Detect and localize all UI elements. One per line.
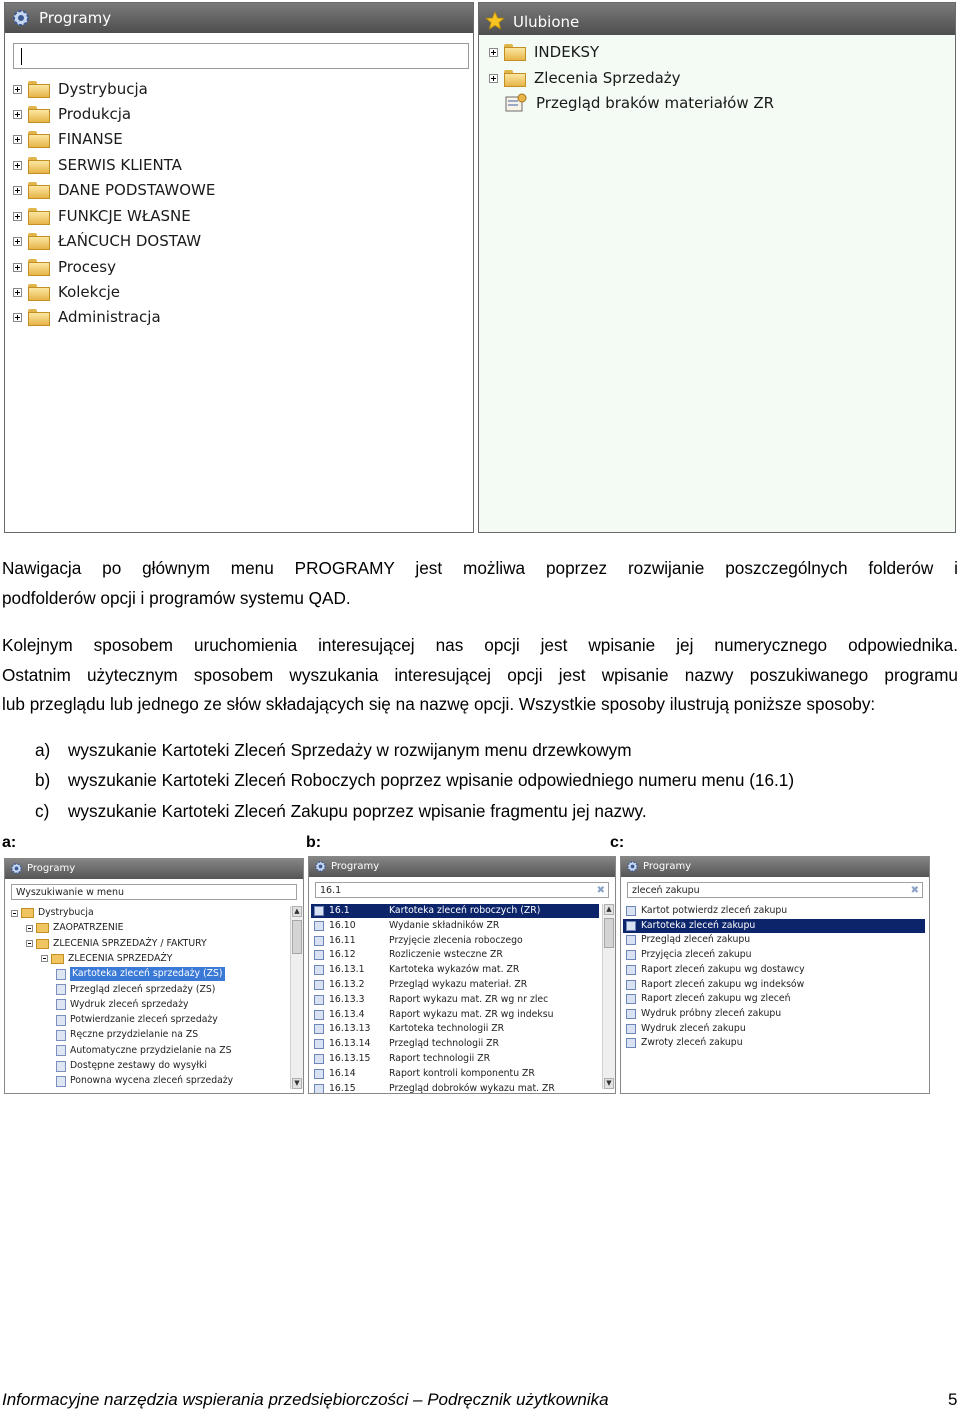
- expand-icon[interactable]: [489, 48, 498, 57]
- folder-icon: [51, 954, 64, 964]
- result-row[interactable]: [311, 1037, 599, 1051]
- result-row[interactable]: [311, 1008, 599, 1022]
- program-icon: [626, 906, 636, 916]
- menu-number: 16.11: [329, 934, 356, 946]
- paragraph-methods-end: [2, 690, 958, 720]
- program-icon: [314, 950, 324, 960]
- folder-icon: [36, 923, 49, 933]
- expand-icon[interactable]: [13, 186, 22, 195]
- program-icon: [314, 1039, 324, 1049]
- program-name: Raport wykazu mat. ZR wg indeksu: [389, 1008, 554, 1020]
- program-icon: [314, 1084, 324, 1094]
- tree-item-label: DANE PODSTAWOWE: [58, 181, 216, 199]
- tree-item-label: Produkcja: [58, 105, 132, 123]
- expand-icon[interactable]: [11, 910, 18, 917]
- program-icon: [56, 1045, 66, 1056]
- tree-row[interactable]: [56, 1028, 198, 1042]
- footer-title: Informacyjne narzędzia wspierania przedsiębiorczości – Podręcznik użytkownika: [2, 1390, 609, 1409]
- tree-item-administracja[interactable]: [13, 306, 161, 328]
- tree-item-lancuch-dostaw[interactable]: [13, 230, 201, 252]
- program-icon: [314, 980, 324, 990]
- screenshot-c-results: [623, 904, 927, 1089]
- program-name: Kartoteka zleceń roboczych (ZR): [389, 905, 541, 916]
- search-value: 16.1: [320, 885, 342, 896]
- paragraph-navigation: [2, 554, 958, 584]
- program-icon: [56, 1076, 66, 1087]
- tree-row-label: ZLECENIA SPRZEDAŻY: [68, 952, 173, 964]
- program-icon: [626, 965, 636, 975]
- result-row[interactable]: [623, 1036, 925, 1050]
- tree-item-label: ŁAŃCUCH DOSTAW: [58, 232, 202, 250]
- program-icon: [314, 965, 324, 975]
- program-name: Przegląd zleceń zakupu: [641, 934, 751, 946]
- folder-icon: [28, 81, 50, 98]
- label-b: b:: [306, 834, 322, 851]
- page-number: 5: [948, 1390, 958, 1409]
- result-row[interactable]: [311, 963, 599, 977]
- result-row[interactable]: [311, 934, 599, 948]
- expand-icon[interactable]: [13, 85, 22, 94]
- favorites-panel: [478, 2, 956, 533]
- label-c: c:: [610, 834, 625, 851]
- favorite-item-label: INDEKSY: [534, 43, 600, 61]
- tree-item-label: Administracja: [58, 308, 161, 326]
- program-icon: [314, 1010, 324, 1020]
- folder-icon: [28, 309, 50, 326]
- screenshot-a-tree: [7, 906, 301, 1089]
- menu-number: 16.1: [329, 905, 350, 916]
- program-name: Raport zleceń zakupu wg dostawcy: [641, 963, 805, 975]
- programs-panel-title: [5, 3, 473, 33]
- program-icon: [56, 1015, 66, 1026]
- scroll-up-arrow[interactable]: ▲: [292, 906, 302, 917]
- tree-item-serwis-klienta[interactable]: [13, 154, 182, 176]
- menu-number: 16.13.13: [329, 1023, 371, 1035]
- clear-icon[interactable]: ✖: [596, 885, 605, 896]
- paragraph-navigation-end: [2, 584, 958, 614]
- program-name: Raport wykazu mat. ZR wg nr zlec: [389, 993, 549, 1005]
- paragraph-line: podfolderów opcji i programów systemu QAD.: [2, 588, 351, 608]
- expand-icon[interactable]: [13, 135, 22, 144]
- program-name: Rozliczenie wsteczne ZR: [389, 949, 503, 961]
- program-name: Przegląd dobroków wykazu mat. ZR: [389, 1082, 555, 1094]
- text-caret: [21, 48, 22, 65]
- result-row[interactable]: [311, 978, 599, 992]
- expand-icon[interactable]: [13, 161, 22, 170]
- program-name: Przyjęcie zlecenia roboczego: [389, 934, 523, 946]
- result-row[interactable]: [311, 904, 599, 918]
- programs-search-input[interactable]: [13, 43, 469, 69]
- programs-panel: [4, 2, 474, 533]
- expand-icon[interactable]: [13, 110, 22, 119]
- program-icon: [56, 1061, 66, 1072]
- result-row[interactable]: [311, 1067, 599, 1081]
- tree-row[interactable]: [11, 906, 94, 920]
- program-name: Kartoteka wykazów mat. ZR: [389, 964, 520, 976]
- result-row[interactable]: [623, 978, 925, 992]
- program-icon: [314, 906, 324, 916]
- menu-number: 16.13.1: [329, 964, 365, 976]
- tree-row-label: ZAOPATRZENIE: [53, 922, 124, 934]
- tree-row-label: Ponowna wycena zleceń sprzedaży: [70, 1075, 234, 1087]
- program-icon: [504, 93, 528, 113]
- tree-item-label: Procesy: [58, 258, 116, 276]
- screenshot-a-title: [5, 859, 303, 879]
- folder-icon: [28, 284, 50, 301]
- screenshot-b-results: [311, 904, 613, 1094]
- program-icon: [626, 1038, 636, 1048]
- tree-item-kolekcje[interactable]: [13, 281, 120, 303]
- scroll-down-arrow[interactable]: ▼: [292, 1078, 302, 1089]
- program-name: Raport zleceń zakupu wg indeksów: [641, 978, 805, 990]
- program-icon: [626, 950, 636, 960]
- program-name: Raport kontroli komponentu ZR: [389, 1067, 535, 1079]
- screenshot-b-title-text: Programy: [331, 861, 380, 872]
- list-marker: b): [35, 770, 51, 790]
- tree-item-label: FUNKCJE WŁASNE: [58, 207, 191, 225]
- tree-item-label: Kolekcje: [58, 283, 120, 301]
- list-text: wyszukanie Kartoteki Zleceń Zakupu poprzez wpisanie fragmentu jej nazwy.: [68, 801, 647, 821]
- folder-icon: [28, 182, 50, 199]
- result-row[interactable]: [623, 1022, 925, 1036]
- programs-panel-title-text: Programy: [39, 9, 112, 27]
- expand-icon[interactable]: [489, 74, 498, 83]
- tree-row[interactable]: [56, 1059, 207, 1073]
- result-row[interactable]: [623, 919, 925, 933]
- program-icon: [626, 1009, 636, 1019]
- scrollbar[interactable]: [290, 906, 303, 1089]
- program-icon: [626, 980, 636, 990]
- tree-row[interactable]: [26, 921, 123, 935]
- scroll-thumb[interactable]: [292, 920, 302, 954]
- gear-icon: [10, 862, 23, 875]
- menu-number: 16.10: [329, 919, 356, 931]
- tree-item-funkcje-wlasne[interactable]: [13, 205, 191, 227]
- tree-item-procesy[interactable]: [13, 256, 116, 278]
- gear-icon: [11, 8, 31, 28]
- tree-item-label: Dystrybucja: [58, 80, 148, 98]
- tree-row-label: Wydruk zleceń sprzedaży: [70, 998, 189, 1010]
- tree-row[interactable]: [56, 998, 189, 1012]
- result-row[interactable]: [311, 919, 599, 933]
- favorite-item-label: Zlecenia Sprzedaży: [534, 69, 681, 87]
- label-a: a:: [2, 834, 17, 851]
- program-icon: [314, 995, 324, 1005]
- folder-icon: [28, 259, 50, 276]
- list-marker: a): [35, 740, 51, 760]
- folder-icon: [28, 233, 50, 250]
- expand-icon[interactable]: [13, 237, 22, 246]
- program-icon: [314, 1054, 324, 1064]
- result-row[interactable]: [311, 1052, 599, 1066]
- tree-row-label: Przegląd zleceń sprzedaży (ZS): [70, 983, 216, 995]
- menu-number: 16.13.3: [329, 993, 365, 1005]
- search-value: zleceń zakupu: [632, 885, 700, 896]
- expand-icon[interactable]: [13, 313, 22, 322]
- tree-row[interactable]: [56, 1074, 233, 1088]
- result-row[interactable]: [311, 1022, 599, 1036]
- tree-row-label: Automatyczne przydzielanie na ZS: [70, 1044, 232, 1056]
- favorites-panel-title-text: Ulubione: [513, 13, 580, 31]
- menu-number: 16.13.2: [329, 979, 365, 990]
- expand-icon[interactable]: [26, 925, 33, 932]
- tree-row[interactable]: [56, 967, 225, 981]
- folder-icon: [36, 939, 49, 949]
- menu-number: 16.14: [329, 1067, 356, 1079]
- result-row[interactable]: [311, 948, 599, 962]
- tree-row[interactable]: [26, 937, 207, 951]
- result-row[interactable]: [623, 948, 925, 962]
- scroll-down-arrow[interactable]: ▼: [604, 1078, 614, 1089]
- menu-number: 16.13.4: [329, 1008, 365, 1020]
- program-icon: [626, 1024, 636, 1034]
- expand-icon[interactable]: [13, 288, 22, 297]
- screenshot-a: [4, 858, 304, 1094]
- folder-icon: [504, 70, 526, 87]
- tree-item-dane-podstawowe[interactable]: [13, 179, 215, 201]
- tree-row[interactable]: [56, 1013, 218, 1027]
- folder-icon: [28, 157, 50, 174]
- program-name: Kartot potwierdz zleceń zakupu: [641, 905, 788, 916]
- tree-row-label: Potwierdzanie zleceń sprzedaży: [70, 1014, 218, 1026]
- screenshot-c-title-text: Programy: [643, 861, 692, 872]
- screenshot-b: [308, 856, 616, 1094]
- program-name: Przegląd technologii ZR: [389, 1038, 499, 1050]
- expand-icon[interactable]: [13, 263, 22, 272]
- program-icon: [56, 984, 66, 995]
- paragraph-line: Ostatnim użytecznym sposobem wyszukania interesującej opcji jest wpisanie nazwy poszukiwanego programu: [2, 664, 958, 685]
- list-text: wyszukanie Kartoteki Zleceń Roboczych poprzez wpisanie odpowiedniego numeru menu (16.1): [68, 770, 795, 790]
- result-row[interactable]: [623, 1007, 925, 1021]
- gear-icon: [626, 860, 639, 873]
- program-icon: [626, 921, 636, 931]
- folder-icon: [28, 106, 50, 123]
- tree-item-produkcja[interactable]: [13, 103, 131, 125]
- tree-item-dystrybucja[interactable]: [13, 78, 148, 100]
- result-row[interactable]: [623, 933, 925, 947]
- screenshot-c-title: [621, 857, 929, 877]
- result-row[interactable]: [623, 992, 925, 1006]
- tree-item-label: FINANSE: [58, 130, 123, 148]
- scrollbar[interactable]: [602, 904, 615, 1089]
- program-name: Wydanie składników ZR: [389, 919, 500, 931]
- tree-row-label: ZLECENIA SPRZEDAŻY / FAKTURY: [53, 937, 207, 949]
- favorite-item-przeglad-brakow[interactable]: [504, 92, 774, 114]
- screenshot-a-search-input[interactable]: [11, 884, 297, 900]
- program-icon: [56, 969, 66, 980]
- screenshot-a-title-text: Programy: [27, 863, 76, 874]
- program-icon: [314, 1024, 324, 1034]
- paragraph-methods: [2, 631, 958, 690]
- expand-icon[interactable]: [26, 940, 33, 947]
- favorite-item-zlecenia-sprzedazy[interactable]: [489, 67, 681, 89]
- search-placeholder: Wyszukiwanie w menu: [16, 887, 124, 898]
- program-name: Kartoteka zleceń zakupu: [641, 919, 756, 931]
- menu-number: 16.15: [329, 1082, 356, 1094]
- screenshot-b-search-input[interactable]: [315, 882, 609, 898]
- program-icon: [626, 935, 636, 945]
- tree-row-label: Dostępne zestawy do wysyłki: [70, 1060, 207, 1071]
- expand-icon[interactable]: [41, 955, 48, 962]
- tree-row[interactable]: [41, 952, 172, 966]
- program-icon: [56, 1030, 66, 1041]
- favorites-panel-title: [479, 3, 955, 35]
- tree-row[interactable]: [56, 1044, 231, 1058]
- program-icon: [56, 999, 66, 1010]
- program-name: Zwroty zleceń zakupu: [641, 1037, 743, 1049]
- program-icon: [314, 936, 324, 946]
- screenshot-c: [620, 856, 930, 1094]
- folder-icon: [504, 44, 526, 61]
- tree-item-label: SERWIS KLIENTA: [58, 156, 182, 174]
- expand-icon[interactable]: [13, 212, 22, 221]
- program-name: Wydruk zleceń zakupu: [641, 1022, 746, 1034]
- result-row[interactable]: [311, 1082, 599, 1094]
- favorite-item-indeksy[interactable]: [489, 41, 599, 63]
- tree-row[interactable]: [56, 983, 215, 997]
- screenshot-c-search-input[interactable]: [627, 882, 923, 898]
- result-row[interactable]: [623, 904, 925, 918]
- tree-item-finanse[interactable]: [13, 128, 123, 150]
- scroll-up-arrow[interactable]: ▲: [604, 904, 614, 915]
- program-icon: [626, 994, 636, 1004]
- menu-number: 16.12: [329, 949, 356, 961]
- program-name: Raport zleceń zakupu wg zleceń: [641, 993, 791, 1005]
- folder-icon: [21, 908, 34, 918]
- tree-row-label: Ręczne przydzielanie na ZS: [70, 1029, 199, 1041]
- clear-icon[interactable]: ✖: [910, 885, 919, 896]
- program-name: Raport technologii ZR: [389, 1053, 491, 1064]
- menu-number: 16.13.14: [329, 1038, 371, 1050]
- tree-row-label: Dystrybucja: [38, 907, 94, 918]
- program-name: Wydruk próbny zleceń zakupu: [641, 1007, 782, 1019]
- favorite-item-label: Przegląd braków materiałów ZR: [536, 94, 775, 112]
- list-marker: c): [35, 801, 50, 821]
- result-row[interactable]: [623, 963, 925, 977]
- star-icon: [485, 11, 505, 31]
- folder-icon: [28, 131, 50, 148]
- folder-icon: [28, 208, 50, 225]
- program-name: Kartoteka technologii ZR: [389, 1023, 505, 1035]
- program-icon: [314, 921, 324, 931]
- gear-icon: [314, 860, 327, 873]
- list-text: wyszukanie Kartoteki Zleceń Sprzedaży w rozwijanym menu drzewkowym: [68, 740, 632, 760]
- paragraph-line: Nawigacja po głównym menu PROGRAMY jest możliwa poprzez rozwijanie poszczególnych folderów i: [2, 558, 958, 578]
- paragraph-line: lub przeglądu lub jednego ze słów składających się na nazwę opcji. Wszystkie sposoby ilustrują poniższe sposoby:: [2, 694, 876, 714]
- screenshot-b-title: [309, 857, 615, 877]
- program-name: Przyjęcia zleceń zakupu: [641, 949, 752, 961]
- paragraph-line: Kolejnym sposobem uruchomienia interesującej nas opcji jest wpisanie jej numerycznego odpowiednika.: [2, 635, 958, 655]
- tree-row-label: Kartoteka zleceń sprzedaży (ZS): [72, 968, 223, 980]
- program-icon: [314, 1069, 324, 1079]
- result-row[interactable]: [311, 993, 599, 1007]
- program-name: Przegląd wykazu materiał. ZR: [389, 979, 528, 990]
- menu-number: 16.13.15: [329, 1053, 371, 1064]
- scroll-thumb[interactable]: [604, 918, 614, 948]
